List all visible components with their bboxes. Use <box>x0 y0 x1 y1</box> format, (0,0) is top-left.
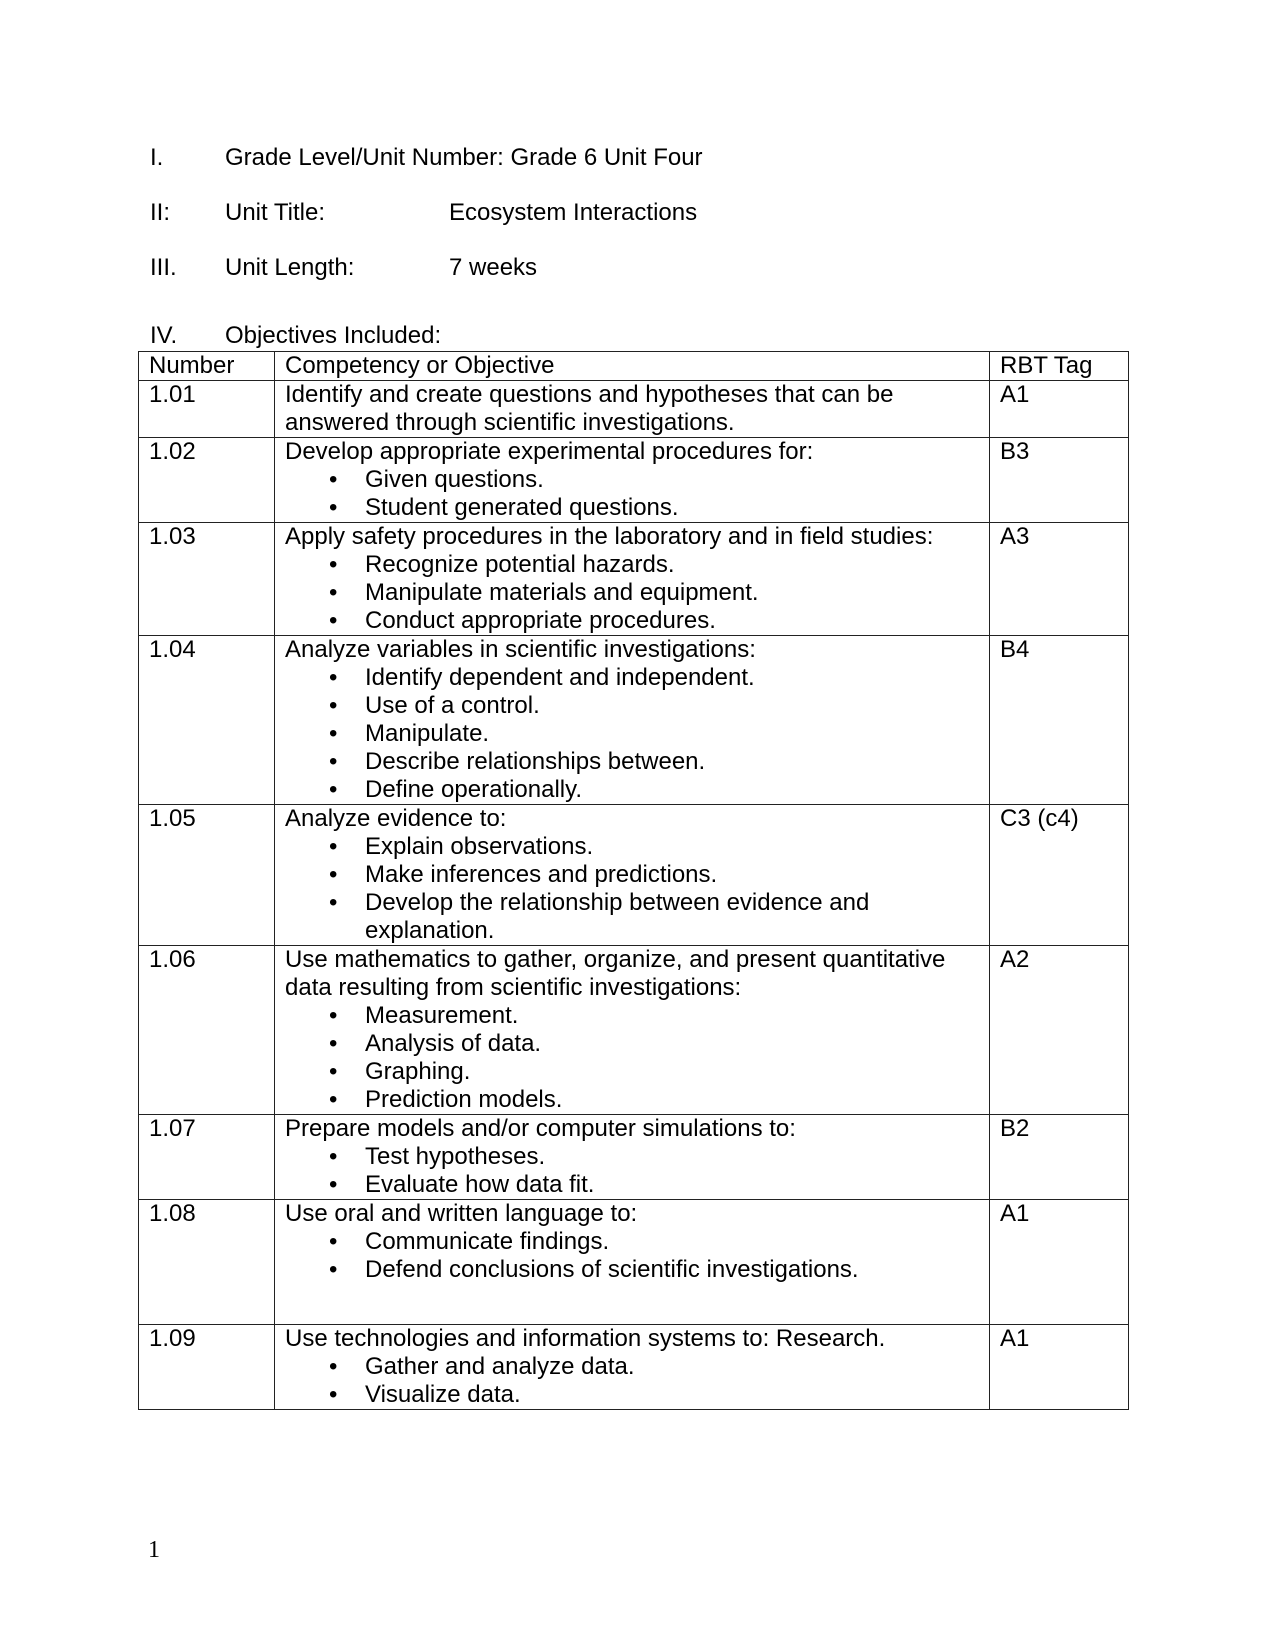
objective-bullet-list <box>285 833 979 945</box>
objective-text: Use oral and written language to: <box>285 1200 638 1227</box>
rbt-tag: A2 <box>990 946 1129 1115</box>
objective-cell <box>275 381 990 438</box>
objective-bullet-list <box>285 1143 979 1199</box>
rbt-tag: A3 <box>990 523 1129 636</box>
objective-cell <box>275 523 990 636</box>
objective-bullet: • Recognize potential hazards. <box>365 551 979 579</box>
rbt-tag: B3 <box>990 438 1129 523</box>
objective-bullet: • Develop the relationship between evidence and explanation. <box>365 889 979 945</box>
column-header-rbt-tag: RBT Tag <box>990 352 1129 381</box>
rbt-tag: C3 (c4) <box>990 805 1129 946</box>
objective-cell <box>275 946 990 1115</box>
objective-cell <box>275 1325 990 1410</box>
objective-bullet: • Visualize data. <box>365 1381 979 1409</box>
section-number: IV. <box>150 322 178 349</box>
objective-text: Apply safety procedures in the laboratory and in field studies: <box>285 523 934 550</box>
grade-level-line <box>150 144 850 172</box>
objective-text: Analyze variables in scientific investigations: <box>285 636 756 663</box>
objective-text: Identify and create questions and hypotheses that can be answered through scientific investigations. <box>285 381 894 436</box>
objective-bullet: • Prediction models. <box>365 1086 979 1114</box>
objective-number: 1.01 <box>139 381 275 438</box>
section-number: II: <box>150 199 171 226</box>
objective-text: Analyze evidence to: <box>285 805 507 832</box>
objective-text: Develop appropriate experimental procedures for: <box>285 438 814 465</box>
objective-number: 1.06 <box>139 946 275 1115</box>
objective-cell <box>275 805 990 946</box>
objective-bullet: • Test hypotheses. <box>365 1143 979 1171</box>
table-row <box>139 523 1129 636</box>
table-row <box>139 946 1129 1115</box>
table-header-row <box>139 352 1129 381</box>
table-row <box>139 438 1129 523</box>
table-row <box>139 1200 1129 1325</box>
objective-bullet-list <box>285 1353 979 1409</box>
objective-bullet: • Define operationally. <box>365 776 979 804</box>
objective-cell <box>275 1115 990 1200</box>
objective-number: 1.03 <box>139 523 275 636</box>
objective-number: 1.02 <box>139 438 275 523</box>
objective-number: 1.05 <box>139 805 275 946</box>
rbt-tag: A1 <box>990 381 1129 438</box>
objective-bullet: • Manipulate materials and equipment. <box>365 579 979 607</box>
objective-text: Use technologies and information systems to: Research. <box>285 1325 886 1352</box>
objective-bullet-list <box>285 664 979 804</box>
grade-level-label: Grade Level/Unit Number: Grade 6 Unit Four <box>225 144 703 171</box>
table-row <box>139 1115 1129 1200</box>
objective-bullet-list <box>285 1002 979 1114</box>
objective-number: 1.07 <box>139 1115 275 1200</box>
objective-bullet: • Analysis of data. <box>365 1030 979 1058</box>
objective-bullet: • Describe relationships between. <box>365 748 979 776</box>
table-row <box>139 381 1129 438</box>
objective-bullet-list <box>285 466 979 522</box>
objective-bullet: • Make inferences and predictions. <box>365 861 979 889</box>
section-number: I. <box>150 144 164 171</box>
column-header-objective: Competency or Objective <box>275 352 990 381</box>
table-row <box>139 805 1129 946</box>
objective-bullet: • Measurement. <box>365 1002 979 1030</box>
unit-length-label: Unit Length: <box>225 254 355 281</box>
objective-bullet: • Defend conclusions of scientific investigations. <box>365 1256 979 1284</box>
objectives-table <box>138 351 1129 1410</box>
objectives-line <box>150 322 850 350</box>
objective-bullet: • Graphing. <box>365 1058 979 1086</box>
objectives-label: Objectives Included: <box>225 322 442 349</box>
objective-bullet-list <box>285 1228 979 1284</box>
objective-number: 1.04 <box>139 636 275 805</box>
objective-text: Prepare models and/or computer simulations to: <box>285 1115 796 1142</box>
page-number: 1 <box>148 1537 160 1563</box>
objective-text: Use mathematics to gather, organize, and present quantitative data resulting from scientific investigations: <box>285 946 946 1001</box>
objective-number: 1.09 <box>139 1325 275 1410</box>
table-row <box>139 636 1129 805</box>
rbt-tag: B4 <box>990 636 1129 805</box>
section-number: III. <box>150 254 177 281</box>
objective-bullet: • Evaluate how data fit. <box>365 1171 979 1199</box>
table-body <box>139 381 1129 1410</box>
objective-bullet: • Conduct appropriate procedures. <box>365 607 979 635</box>
objective-cell <box>275 636 990 805</box>
objective-bullet: • Gather and analyze data. <box>365 1353 979 1381</box>
objective-bullet: • Communicate findings. <box>365 1228 979 1256</box>
objective-bullet-list <box>285 551 979 635</box>
rbt-tag: B2 <box>990 1115 1129 1200</box>
unit-title-line <box>150 199 850 227</box>
objective-bullet: • Manipulate. <box>365 720 979 748</box>
table-row <box>139 1325 1129 1410</box>
unit-title-label: Unit Title: <box>225 199 326 226</box>
objective-bullet: • Given questions. <box>365 466 979 494</box>
column-header-number: Number <box>139 352 275 381</box>
objective-cell <box>275 438 990 523</box>
unit-title-value: Ecosystem Interactions <box>449 199 698 226</box>
unit-length-line <box>150 254 850 282</box>
objective-bullet: • Student generated questions. <box>365 494 979 522</box>
unit-length-value: 7 weeks <box>449 254 538 281</box>
rbt-tag: A1 <box>990 1200 1129 1325</box>
objective-bullet: • Identify dependent and independent. <box>365 664 979 692</box>
rbt-tag: A1 <box>990 1325 1129 1410</box>
objective-cell <box>275 1200 990 1325</box>
objective-number: 1.08 <box>139 1200 275 1325</box>
objective-bullet: • Explain observations. <box>365 833 979 861</box>
objective-bullet: • Use of a control. <box>365 692 979 720</box>
